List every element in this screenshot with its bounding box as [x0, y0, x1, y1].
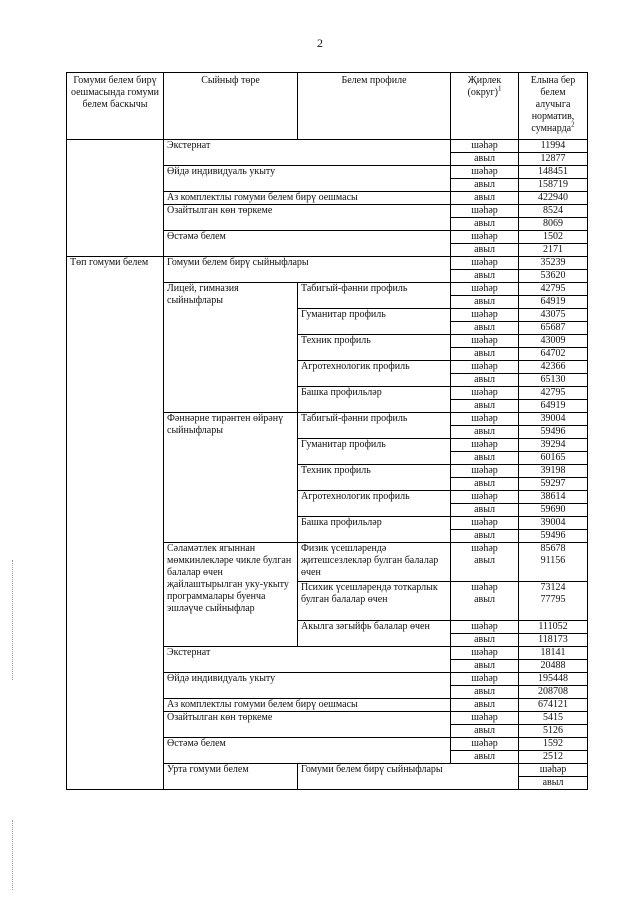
norm-cell: 42795: [519, 283, 588, 296]
area-cell: шәһәр: [451, 387, 519, 400]
header-profile: Белем профиле: [298, 73, 451, 140]
norm-cell: 59496: [519, 426, 588, 439]
area-cell: авыл: [451, 374, 519, 387]
area-cell: авыл: [451, 270, 519, 283]
table-row: [67, 257, 588, 270]
area-cell: шәһәр: [451, 231, 519, 244]
area-cell: авыл: [451, 296, 519, 309]
area-cell: авыл: [451, 348, 519, 361]
norms-table: [66, 72, 588, 790]
area-cell: шәһәр: [451, 257, 519, 270]
norm-cell: 1592: [519, 738, 588, 751]
norm-cell: 18141: [519, 647, 588, 660]
level-cell: Төп гомуми белем: [67, 257, 164, 790]
area-cell: авыл: [451, 478, 519, 491]
area-cell: шәһәр: [451, 517, 519, 530]
area-cell: шәһәр: [519, 764, 588, 777]
class-type-cell: Өйдә индивидуаль укыту: [164, 166, 451, 192]
norm-cell: 59496: [519, 530, 588, 543]
norm-cell: 65130: [519, 374, 588, 387]
norm-cell: 42795: [519, 387, 588, 400]
class-type-cell: Өстәмә белем: [164, 231, 451, 257]
level-cell: Урта гомуми белем: [164, 764, 298, 790]
norm-cell: 8069: [519, 218, 588, 231]
profile-cell: Агротехнологик профиль: [298, 361, 451, 387]
norm-cell: 59297: [519, 478, 588, 491]
norm-cell: 59690: [519, 504, 588, 517]
area-cell: авыл: [451, 504, 519, 517]
area-cell: шәһәр: [451, 673, 519, 686]
norm-cell: 195448: [519, 673, 588, 686]
area-cell: шәһәр: [451, 361, 519, 374]
area-cell: авыл: [451, 634, 519, 647]
area-cell: шәһәр: [451, 413, 519, 426]
norm-cell: 53620: [519, 270, 588, 283]
area-cell: шәһәр: [451, 140, 519, 153]
norm-cell: 85678 91156: [519, 543, 588, 582]
norm-cell: 1502: [519, 231, 588, 244]
norm-cell: 39004: [519, 517, 588, 530]
class-type-cell: Фәннәрне тирәнтен өйрәнү сыйныфлары: [164, 413, 298, 543]
area-cell: шәһәр: [451, 205, 519, 218]
profile-cell: Башка профильләр: [298, 517, 451, 543]
norm-cell: 11994: [519, 140, 588, 153]
profile-cell: Техник профиль: [298, 465, 451, 491]
area-cell: авыл: [451, 192, 519, 205]
header-row: [67, 73, 588, 140]
area-cell: авыл: [451, 179, 519, 192]
table-row: [67, 140, 588, 153]
area-cell: авыл: [451, 686, 519, 699]
area-cell: авыл: [451, 218, 519, 231]
class-type-cell: Озайтылган көн төркеме: [164, 205, 451, 231]
area-cell: шәһәр: [451, 309, 519, 322]
norm-cell: 64702: [519, 348, 588, 361]
norm-cell: 65687: [519, 322, 588, 335]
norm-cell: 38614: [519, 491, 588, 504]
norm-cell: 39004: [519, 413, 588, 426]
norm-cell: 73124 77795: [519, 582, 588, 621]
header-norm: Елына бер белем алучыга норматив, сумнарда$^2$: [519, 73, 588, 140]
class-type-cell: Өстәмә белем: [164, 738, 451, 764]
area-cell: авыл: [451, 660, 519, 673]
area-cell: авыл: [451, 452, 519, 465]
profile-cell: Гуманитар профиль: [298, 309, 451, 335]
norm-cell: 12877: [519, 153, 588, 166]
norm-cell: 64919: [519, 400, 588, 413]
norm-cell: 42366: [519, 361, 588, 374]
area-cell: авыл: [451, 322, 519, 335]
area-cell: авыл: [451, 699, 519, 712]
area-cell: шәһәр: [451, 647, 519, 660]
norm-cell: 35239: [519, 257, 588, 270]
area-cell: шәһәр: [451, 738, 519, 751]
area-cell: авыл: [451, 725, 519, 738]
class-type-cell: Аз комплектлы гомуми белем бирү оешмасы: [164, 699, 451, 712]
profile-cell: Психик үсешләрендә тоткарлык булган балалар өчен: [298, 582, 451, 621]
area-cell: шәһәр: [451, 335, 519, 348]
norm-cell: 111052: [519, 621, 588, 634]
class-type-cell: Аз комплектлы гомуми белем бирү оешмасы: [164, 192, 451, 205]
area-cell: шәһәр авыл: [451, 582, 519, 621]
profile-cell: Башка профильләр: [298, 387, 451, 413]
profile-cell: Табигый-фәнни профиль: [298, 413, 451, 439]
norm-cell: 39294: [519, 439, 588, 452]
area-cell: авыл: [519, 777, 588, 790]
header-class-type: Сыйныф төре: [164, 73, 298, 140]
profile-cell: Табигый-фәнни профиль: [298, 283, 451, 309]
class-type-cell: Сәламәтлек ягыннан мөмкинлекләре чикле булган балалар өчен җайлаштырылган уку-укыту программалары буенча эшләүче сыйныфлар: [164, 543, 298, 647]
class-type-cell: Экстернат: [164, 647, 451, 673]
class-type-cell: Гомуми белем бирү сыйныфлары: [164, 257, 451, 283]
area-cell: шәһәр: [451, 491, 519, 504]
margin-scan-marks: [12, 820, 15, 890]
area-cell: авыл: [451, 530, 519, 543]
profile-cell: Гуманитар профиль: [298, 439, 451, 465]
norm-cell: 20488: [519, 660, 588, 673]
norm-cell: 2512: [519, 751, 588, 764]
norm-cell: 43075: [519, 309, 588, 322]
norm-cell: 674121: [519, 699, 588, 712]
profile-cell: Техник профиль: [298, 335, 451, 361]
page-number: 2: [317, 36, 323, 50]
area-cell: авыл: [451, 153, 519, 166]
header-level: Гомуми белем бирү оешмасында гомуми белем баскычы: [67, 73, 164, 140]
profile-cell: Агротехнологик профиль: [298, 491, 451, 517]
class-type-cell: Лицей, гимназия сыйныфлары: [164, 283, 298, 413]
norm-cell: 2171: [519, 244, 588, 257]
norm-cell: 422940: [519, 192, 588, 205]
profile-cell: Физик үсешләрендә җитешсезлекләр булган балалар өчен: [298, 543, 451, 582]
area-cell: авыл: [451, 751, 519, 764]
area-cell: шәһәр авыл: [451, 543, 519, 582]
norm-cell: 60165: [519, 452, 588, 465]
norm-cell: 43009: [519, 335, 588, 348]
profile-cell: Акылга зәгыйфь балалар өчен: [298, 621, 451, 647]
norm-cell: 8524: [519, 205, 588, 218]
norm-cell: 5415: [519, 712, 588, 725]
norm-cell: 158719: [519, 179, 588, 192]
area-cell: шәһәр: [451, 712, 519, 725]
norm-cell: 5126: [519, 725, 588, 738]
class-type-cell: Гомуми белем бирү сыйныфлары: [298, 764, 519, 790]
norm-cell: 118173: [519, 634, 588, 647]
area-cell: шәһәр: [451, 465, 519, 478]
class-type-cell: Озайтылган көн төркеме: [164, 712, 451, 738]
norm-cell: 64919: [519, 296, 588, 309]
margin-scan-marks: [12, 560, 15, 680]
header-area: Җирлек (округ)$^1$: [451, 73, 519, 140]
norm-cell: 208708: [519, 686, 588, 699]
norm-cell: 148451: [519, 166, 588, 179]
area-cell: шәһәр: [451, 166, 519, 179]
area-cell: авыл: [451, 244, 519, 257]
class-type-cell: Экстернат: [164, 140, 451, 166]
area-cell: авыл: [451, 400, 519, 413]
norm-cell: 39198: [519, 465, 588, 478]
area-cell: шәһәр: [451, 283, 519, 296]
level-cell: [67, 140, 164, 257]
area-cell: шәһәр: [451, 621, 519, 634]
area-cell: авыл: [451, 426, 519, 439]
class-type-cell: Өйдә индивидуаль укыту: [164, 673, 451, 699]
area-cell: шәһәр: [451, 439, 519, 452]
